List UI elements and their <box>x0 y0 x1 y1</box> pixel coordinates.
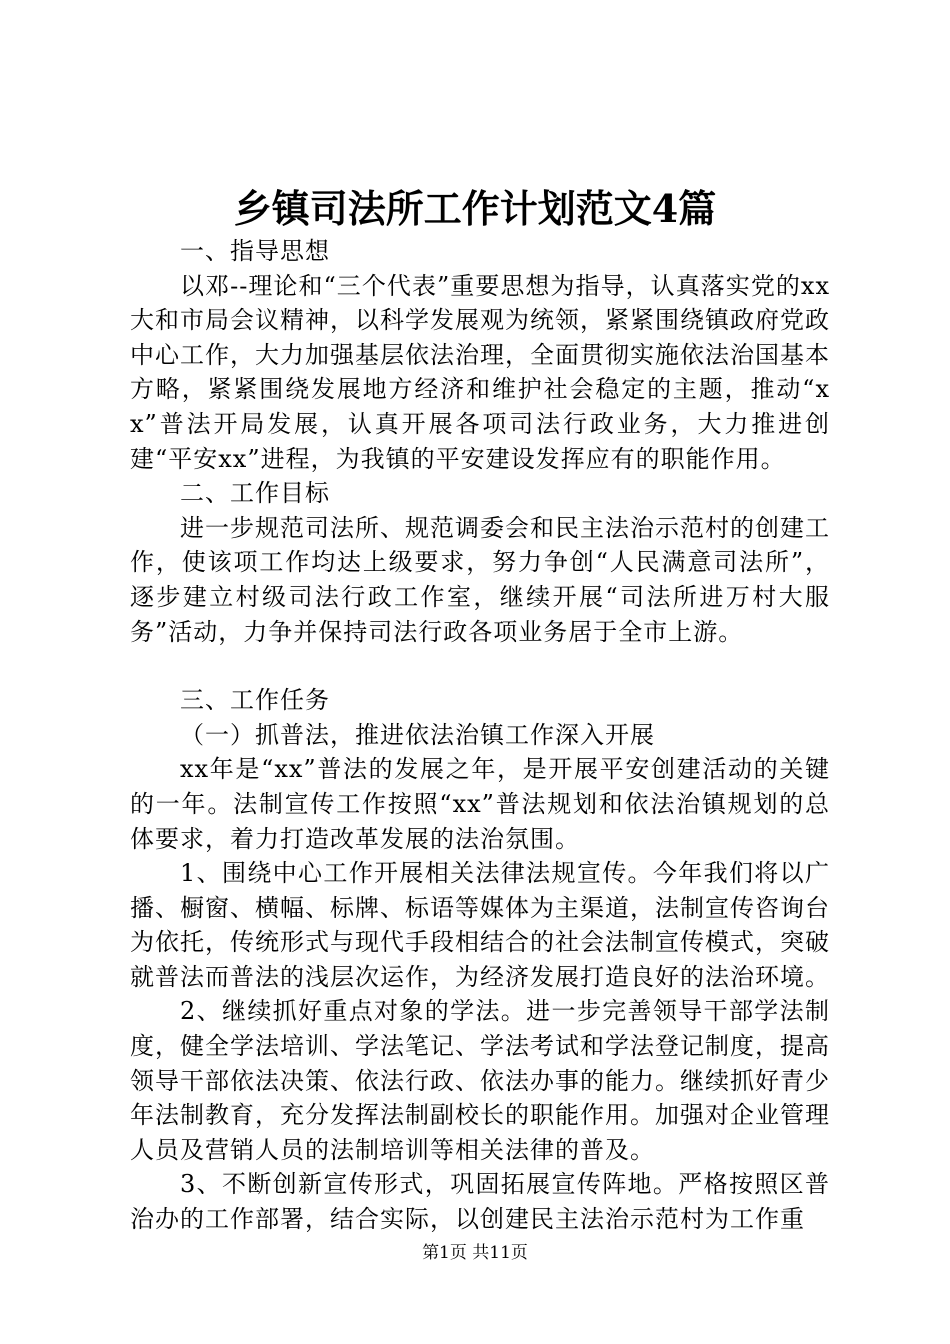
page-number-footer: 第1页 共11页 <box>422 1243 528 1263</box>
paragraph-legal-education-intro: xx年是“xx”普法的发展之年，是开展平安创建活动的关键的一年。法制宣传工作按照“xx”普法规划和依法治镇规划的总体要求，着力打造改革发展的法治氛围。 <box>130 755 830 853</box>
paragraph-task-1: 1、围绕中心工作开展相关法律法规宣传。今年我们将以广播、橱窗、横幅、标牌、标语等媒体为主渠道，法制宣传咨询台为依托，传统形式与现代手段相结合的社会法制宣传模式，突破就普法而普法的浅层次运作，为经济发展打造良好的法治环境。 <box>130 859 830 991</box>
section-heading-work-goals: 二、工作目标 <box>180 479 330 508</box>
paragraph-guiding-ideology: 以邓--理论和“三个代表”重要思想为指导，认真落实党的xx大和市局会议精神，以科学发展观为统领，紧紧围绕镇政府党政中心工作，大力加强基层依法治理，全面贯彻实施依法治国基本方略，紧紧围绕发展地方经济和维护社会稳定的主题，推动“xx”普法开局发展，认真开展各项司法行政业务，大力推进创建“平安xx”进程，为我镇的平安建设发挥应有的职能作用。 <box>130 271 830 473</box>
document-body <box>130 234 830 1237</box>
section-heading-guiding-ideology: 一、指导思想 <box>180 237 330 265</box>
subsection-heading-legal-education: （一）抓普法，推进依法治镇工作深入开展 <box>180 720 655 749</box>
paragraph-task-2: 2、继续抓好重点对象的学法。进一步完善领导干部学法制度，健全学法培训、学法笔记、学法考试和学法登记制度，提高领导干部依法决策、依法行政、依法办事的能力。继续抓好青少年法制教育，充分发挥法制副校长的职能作用。加强对企业管理人员及营销人员的法制培训等相关法律的普及。 <box>130 997 830 1164</box>
section-heading-work-tasks: 三、工作任务 <box>180 686 330 715</box>
page-title: 乡镇司法所工作计划范文4篇 <box>233 186 717 231</box>
paragraph-task-3: 3、不断创新宣传形式，巩固拓展宣传阵地。严格按照区普治办的工作部署，结合实际，以创建民主法治示范村为工作重 <box>130 1170 830 1234</box>
paragraph-work-goals: 进一步规范司法所、规范调委会和民主法治示范村的创建工作，使该项工作均达上级要求，努力争创“人民满意司法所”，逐步建立村级司法行政工作室，继续开展“司法所进万村大服务”活动，力争并保持司法行政各项业务居于全市上游。 <box>130 513 830 646</box>
